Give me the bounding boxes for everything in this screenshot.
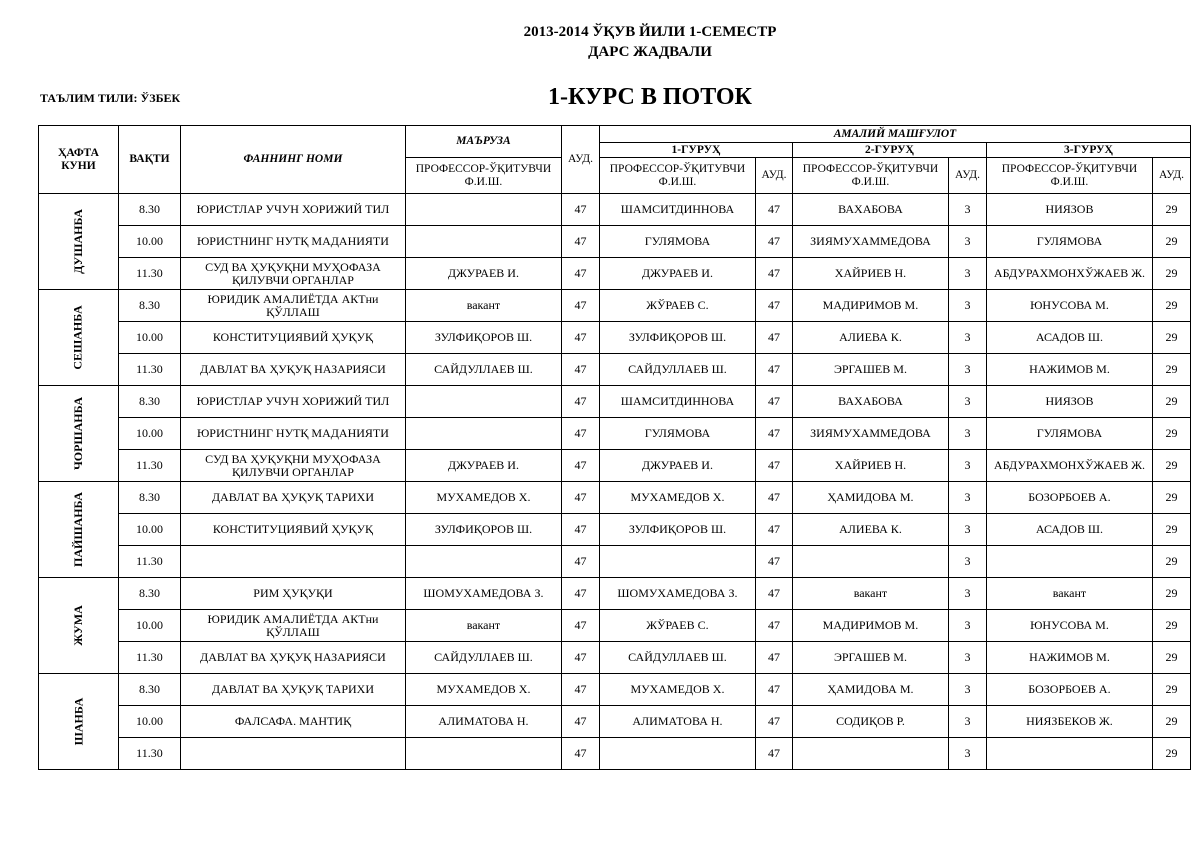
group1-teacher-cell: МУХАМЕДОВ Х. [599,674,755,706]
subject-cell: ДАВЛАТ ВА ҲУҚУҚ ТАРИХИ [180,482,405,514]
day-name: ДУШАНБА [70,209,85,274]
header-lecturer-name: ПРОФЕССОР-ЎҚИТУВЧИ Ф.И.Ш. [405,158,561,194]
lecture-room-cell: 47 [561,194,599,226]
header-group1: 1-ГУРУҲ [599,143,792,158]
group2-teacher-cell [792,546,948,578]
group2-teacher-cell: АЛИЕВА К. [792,514,948,546]
group1-room-cell: 47 [755,258,792,290]
group3-teacher-cell: БОЗОРБОЕВ А. [986,482,1152,514]
group2-room-cell: 3 [948,642,986,674]
group3-teacher-cell: НАЖИМОВ М. [986,642,1152,674]
group1-room-cell: 47 [755,706,792,738]
header-practical: АМАЛИЙ МАШҒУЛОТ [599,126,1190,143]
group1-room-cell: 47 [755,674,792,706]
group3-teacher-cell: АСАДОВ Ш. [986,514,1152,546]
day-name-cell [39,482,119,578]
table-row [39,386,1191,418]
group2-teacher-cell: МАДИРИМОВ М. [792,610,948,642]
group1-room-cell: 47 [755,482,792,514]
group3-teacher-cell: АБДУРАХМОНХЎЖАЕВ Ж. [986,450,1152,482]
group1-teacher-cell: САЙДУЛЛАЕВ Ш. [599,354,755,386]
group3-teacher-cell: БОЗОРБОЕВ А. [986,674,1152,706]
lecture-room-cell: 47 [561,450,599,482]
lecture-room-cell: 47 [561,610,599,642]
group2-teacher-cell: ЭРГАШЕВ М. [792,354,948,386]
group2-teacher-cell: вакант [792,578,948,610]
lecturer-cell: ДЖУРАЕВ И. [405,258,561,290]
time-cell: 11.30 [118,642,180,674]
time-cell: 10.00 [118,706,180,738]
group2-room-cell: 3 [948,706,986,738]
day-name-cell [39,674,119,770]
group1-room-cell: 47 [755,578,792,610]
course-title: 1-КУРС В ПОТОК [548,84,752,110]
lecture-room-cell: 47 [561,546,599,578]
lecturer-cell [405,546,561,578]
group3-room-cell: 29 [1152,514,1190,546]
table-row [39,738,1191,770]
lecture-room-cell: 47 [561,482,599,514]
lecturer-cell: вакант [405,290,561,322]
subject-cell: ЮРИДИК АМАЛИЁТДА АКТни ҚЎЛЛАШ [180,290,405,322]
group1-room-cell: 47 [755,738,792,770]
group1-room-cell: 47 [755,322,792,354]
day-name-cell [39,290,119,386]
group3-room-cell: 29 [1152,226,1190,258]
group1-room-cell: 47 [755,226,792,258]
table-row [39,194,1191,226]
group1-room-cell: 47 [755,194,792,226]
subject-cell [180,546,405,578]
group2-teacher-cell: МАДИРИМОВ М. [792,290,948,322]
group3-teacher-cell: НИЯЗОВ [986,386,1152,418]
day-name: ЖУМА [70,605,85,646]
day-name: СЕШАНБА [70,305,85,370]
group3-teacher-cell [986,546,1152,578]
group3-room-cell: 29 [1152,290,1190,322]
group3-teacher-cell: АСАДОВ Ш. [986,322,1152,354]
subject-cell: СУД ВА ҲУҚУҚНИ МУҲОФАЗА ҚИЛУВЧИ ОРГАНЛАР [180,258,405,290]
group2-teacher-cell: ХАЙРИЕВ Н. [792,450,948,482]
group1-teacher-cell: ГУЛЯМОВА [599,418,755,450]
group3-room-cell: 29 [1152,642,1190,674]
group2-room-cell: 3 [948,418,986,450]
lecture-room-cell: 47 [561,354,599,386]
group1-room-cell: 47 [755,354,792,386]
lecture-room-cell: 47 [561,322,599,354]
group2-teacher-cell: СОДИҚОВ Р. [792,706,948,738]
day-name: ЧОРШАНБА [70,396,85,471]
group2-room-cell: 3 [948,290,986,322]
group3-teacher-cell: НАЖИМОВ М. [986,354,1152,386]
group3-room-cell: 29 [1152,546,1190,578]
group1-teacher-cell: ДЖУРАЕВ И. [599,258,755,290]
time-cell: 10.00 [118,226,180,258]
lecturer-cell: ДЖУРАЕВ И. [405,450,561,482]
time-cell: 10.00 [118,418,180,450]
header-group3-teacher: ПРОФЕССОР-ЎҚИТУВЧИ Ф.И.Ш. [986,158,1152,194]
table-row [39,642,1191,674]
subject-cell: РИМ ҲУҚУҚИ [180,578,405,610]
group3-room-cell: 29 [1152,738,1190,770]
group1-teacher-cell: МУХАМЕДОВ Х. [599,482,755,514]
group3-teacher-cell: вакант [986,578,1152,610]
group3-room-cell: 29 [1152,482,1190,514]
group2-teacher-cell [792,738,948,770]
group1-teacher-cell: САЙДУЛЛАЕВ Ш. [599,642,755,674]
group3-room-cell: 29 [1152,322,1190,354]
header-group2-room: АУД. [948,158,986,194]
group2-room-cell: 3 [948,226,986,258]
lecture-room-cell: 47 [561,226,599,258]
header-time: ВАҚТИ [118,126,180,194]
table-row [39,226,1191,258]
group1-room-cell: 47 [755,290,792,322]
table-row [39,578,1191,610]
group3-room-cell: 29 [1152,194,1190,226]
group2-teacher-cell: ҲАМИДОВА М. [792,482,948,514]
group3-teacher-cell: АБДУРАХМОНХЎЖАЕВ Ж. [986,258,1152,290]
lecture-room-cell: 47 [561,642,599,674]
lecturer-cell [405,226,561,258]
schedule-title: ДАРС ЖАДВАЛИ [588,44,712,60]
year-semester-title: 2013-2014 ЎҚУВ ЙИЛИ 1-СЕМЕСТР [523,24,777,40]
group2-room-cell: 3 [948,386,986,418]
group1-teacher-cell: ГУЛЯМОВА [599,226,755,258]
group2-room-cell: 3 [948,450,986,482]
group2-teacher-cell: ХАЙРИЕВ Н. [792,258,948,290]
schedule-table [38,125,1191,770]
lecturer-cell: САЙДУЛЛАЕВ Ш. [405,354,561,386]
lecturer-cell [405,738,561,770]
group1-teacher-cell: ЖЎРАЕВ С. [599,610,755,642]
header-day: ҲАФТА КУНИ [39,126,119,194]
lecture-room-cell: 47 [561,738,599,770]
table-row [39,322,1191,354]
subject-cell: КОНСТИТУЦИЯВИЙ ҲУҚУҚ [180,514,405,546]
group1-teacher-cell: ДЖУРАЕВ И. [599,450,755,482]
group2-room-cell: 3 [948,514,986,546]
group1-teacher-cell: ЗУЛФИҚОРОВ Ш. [599,322,755,354]
group3-teacher-cell: ГУЛЯМОВА [986,226,1152,258]
subject-cell: ДАВЛАТ ВА ҲУҚУҚ НАЗАРИЯСИ [180,354,405,386]
time-cell: 8.30 [118,482,180,514]
lecturer-cell [405,386,561,418]
lecture-room-cell: 47 [561,514,599,546]
group3-room-cell: 29 [1152,386,1190,418]
time-cell: 11.30 [118,354,180,386]
group3-room-cell: 29 [1152,418,1190,450]
lecturer-cell: САЙДУЛЛАЕВ Ш. [405,642,561,674]
group2-teacher-cell: ЭРГАШЕВ М. [792,642,948,674]
header-lecture-room: АУД. [561,126,599,194]
table-row [39,706,1191,738]
subject-cell: ДАВЛАТ ВА ҲУҚУҚ НАЗАРИЯСИ [180,642,405,674]
day-name-cell [39,194,119,290]
day-name: ПАЙШАНБА [70,492,85,567]
subject-cell [180,738,405,770]
group3-teacher-cell: ЮНУСОВА М. [986,610,1152,642]
lecture-room-cell: 47 [561,578,599,610]
table-row [39,354,1191,386]
lecture-room-cell: 47 [561,674,599,706]
group3-teacher-cell: НИЯЗБЕКОВ Ж. [986,706,1152,738]
schedule-body [39,194,1191,770]
group1-teacher-cell: АЛИМАТОВА Н. [599,706,755,738]
group3-room-cell: 29 [1152,578,1190,610]
group2-teacher-cell: ЗИЯМУХАММЕДОВА [792,418,948,450]
group2-room-cell: 3 [948,482,986,514]
group1-teacher-cell: ЖЎРАЕВ С. [599,290,755,322]
group3-room-cell: 29 [1152,450,1190,482]
subject-cell: ФАЛСАФА. МАНТИҚ [180,706,405,738]
group1-room-cell: 47 [755,418,792,450]
header-group3: 3-ГУРУҲ [986,143,1190,158]
group3-room-cell: 29 [1152,354,1190,386]
group2-teacher-cell: АЛИЕВА К. [792,322,948,354]
lecturer-cell: МУХАМЕДОВ Х. [405,674,561,706]
time-cell: 11.30 [118,738,180,770]
group3-teacher-cell: НИЯЗОВ [986,194,1152,226]
group1-teacher-cell: ЗУЛФИҚОРОВ Ш. [599,514,755,546]
day-name: ШАНБА [70,697,85,746]
group3-teacher-cell [986,738,1152,770]
group1-teacher-cell [599,738,755,770]
time-cell: 11.30 [118,450,180,482]
group2-teacher-cell: ЗИЯМУХАММЕДОВА [792,226,948,258]
lecture-room-cell: 47 [561,290,599,322]
time-cell: 10.00 [118,322,180,354]
lecture-room-cell: 47 [561,258,599,290]
time-cell: 10.00 [118,514,180,546]
table-row [39,482,1191,514]
table-row [39,290,1191,322]
group1-teacher-cell [599,546,755,578]
header-group1-teacher: ПРОФЕССОР-ЎҚИТУВЧИ Ф.И.Ш. [599,158,755,194]
group2-room-cell: 3 [948,194,986,226]
group1-teacher-cell: ШОМУХАМЕДОВА З. [599,578,755,610]
header-subject: ФАННИНГ НОМИ [180,126,405,194]
day-name-cell [39,578,119,674]
lecturer-cell: вакант [405,610,561,642]
table-row [39,546,1191,578]
group2-room-cell: 3 [948,578,986,610]
header-group2-teacher: ПРОФЕССОР-ЎҚИТУВЧИ Ф.И.Ш. [792,158,948,194]
group2-room-cell: 3 [948,354,986,386]
header-group2: 2-ГУРУҲ [792,143,986,158]
group2-room-cell: 3 [948,738,986,770]
lecturer-cell: МУХАМЕДОВ Х. [405,482,561,514]
subject-cell: ЮРИСТЛАР УЧУН ХОРИЖИЙ ТИЛ [180,386,405,418]
time-cell: 8.30 [118,194,180,226]
subject-cell: ЮРИСТНИНГ НУТҚ МАДАНИЯТИ [180,226,405,258]
group1-room-cell: 47 [755,642,792,674]
group2-room-cell: 3 [948,546,986,578]
group2-teacher-cell: ВАХАБОВА [792,194,948,226]
group2-teacher-cell: ВАХАБОВА [792,386,948,418]
subject-cell: ЮРИСТЛАР УЧУН ХОРИЖИЙ ТИЛ [180,194,405,226]
group1-room-cell: 47 [755,386,792,418]
day-name-cell [39,386,119,482]
lecturer-cell [405,194,561,226]
lecture-room-cell: 47 [561,386,599,418]
language-label: ТАЪЛИМ ТИЛИ: ЎЗБЕК [40,91,181,105]
lecturer-cell: ШОМУХАМЕДОВА З. [405,578,561,610]
group3-room-cell: 29 [1152,706,1190,738]
time-cell: 8.30 [118,578,180,610]
subject-cell: ЮРИСТНИНГ НУТҚ МАДАНИЯТИ [180,418,405,450]
time-cell: 8.30 [118,290,180,322]
table-row [39,418,1191,450]
group3-teacher-cell: ЮНУСОВА М. [986,290,1152,322]
time-cell: 11.30 [118,258,180,290]
subject-cell: СУД ВА ҲУҚУҚНИ МУҲОФАЗА ҚИЛУВЧИ ОРГАНЛАР [180,450,405,482]
header-group1-room: АУД. [755,158,792,194]
group3-room-cell: 29 [1152,610,1190,642]
subject-cell: ЮРИДИК АМАЛИЁТДА АКТни ҚЎЛЛАШ [180,610,405,642]
lecture-room-cell: 47 [561,418,599,450]
group3-room-cell: 29 [1152,258,1190,290]
time-cell: 8.30 [118,674,180,706]
time-cell: 8.30 [118,386,180,418]
group2-room-cell: 3 [948,322,986,354]
table-row [39,674,1191,706]
group2-room-cell: 3 [948,258,986,290]
lecturer-cell: АЛИМАТОВА Н. [405,706,561,738]
group1-room-cell: 47 [755,546,792,578]
subject-cell: ДАВЛАТ ВА ҲУҚУҚ ТАРИХИ [180,674,405,706]
table-row [39,450,1191,482]
lecturer-cell: ЗУЛФИҚОРОВ Ш. [405,514,561,546]
time-cell: 10.00 [118,610,180,642]
lecture-room-cell: 47 [561,706,599,738]
lecturer-cell [405,418,561,450]
time-cell: 11.30 [118,546,180,578]
subject-cell: КОНСТИТУЦИЯВИЙ ҲУҚУҚ [180,322,405,354]
group3-teacher-cell: ГУЛЯМОВА [986,418,1152,450]
lecturer-cell: ЗУЛФИҚОРОВ Ш. [405,322,561,354]
group1-room-cell: 47 [755,450,792,482]
group1-room-cell: 47 [755,514,792,546]
table-row [39,258,1191,290]
group1-room-cell: 47 [755,610,792,642]
header-group3-room: АУД. [1152,158,1190,194]
group2-teacher-cell: ҲАМИДОВА М. [792,674,948,706]
group2-room-cell: 3 [948,674,986,706]
group3-room-cell: 29 [1152,674,1190,706]
header-lecture: МАЪРУЗА [405,126,561,158]
table-row [39,610,1191,642]
table-row [39,514,1191,546]
group1-teacher-cell: ШАМСИТДИННОВА [599,386,755,418]
group2-room-cell: 3 [948,610,986,642]
group1-teacher-cell: ШАМСИТДИННОВА [599,194,755,226]
